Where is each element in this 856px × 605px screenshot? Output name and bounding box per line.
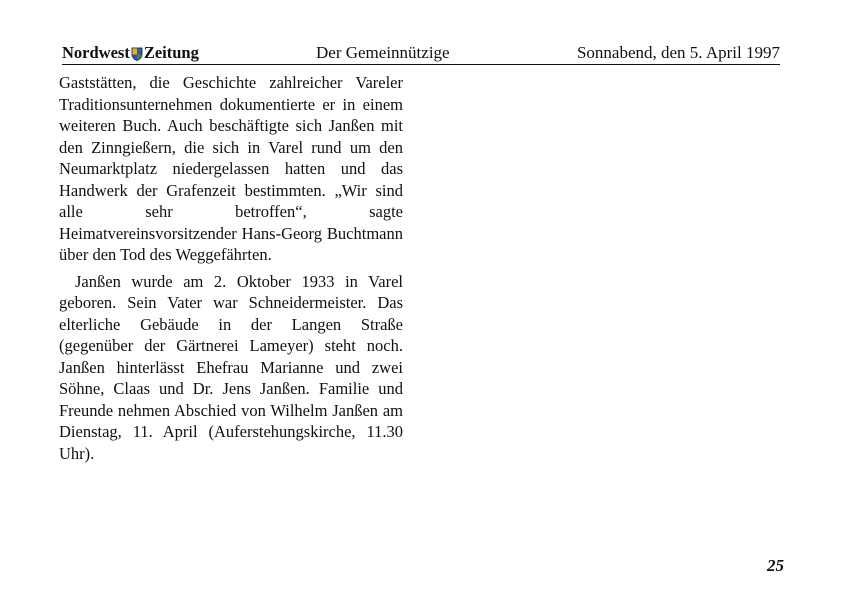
coat-of-arms-icon [131,46,143,60]
article-paragraph-1: Gaststätten, die Geschichte zahlreicher Vareler Traditionsunternehmen dokumentierte er in einem weiteren Buch. Auch beschäftigte sich Janßen mit den Zinngießern, die sich in Varel rund um den Neumarktplatz niedergelassen hatten und das Handwerk der Grafenzeit bestimmten. „Wir sind alle sehr betroffen“, sagte Heimatvereinsvorsitzender Hans-Georg Buchtmann über den Tod des Weggefährten. [59,73,403,264]
page-header [62,43,782,65]
article-paragraph-2: Janßen wurde am 2. Oktober 1933 in Varel geboren. Sein Vater war Schneidermeister. Das elterliche Gebäude in der Langen Straße (gegenüber der Gärtnerei Lameyer) steht noch. Janßen hinterlässt Ehefrau Marianne und zwei Söhne, Claas und Dr. Jens Janßen. Familie und Freunde nehmen Abschied von Wilhelm Janßen am Dienstag, 11. April (Auferstehungskirche, 11.30 Uhr). [59,271,403,463]
article-column [59,72,403,464]
header-divider [62,64,780,65]
issue-date: Sonnabend, den 5. April 1997 [576,43,780,62]
section-title: Der Gemeinnützige [316,43,450,62]
newspaper-masthead [62,43,199,63]
masthead-word-zeitung: Zeitung [143,43,199,62]
page-number: 25 [767,556,784,575]
masthead-word-nordwest: Nordwest [62,43,130,62]
